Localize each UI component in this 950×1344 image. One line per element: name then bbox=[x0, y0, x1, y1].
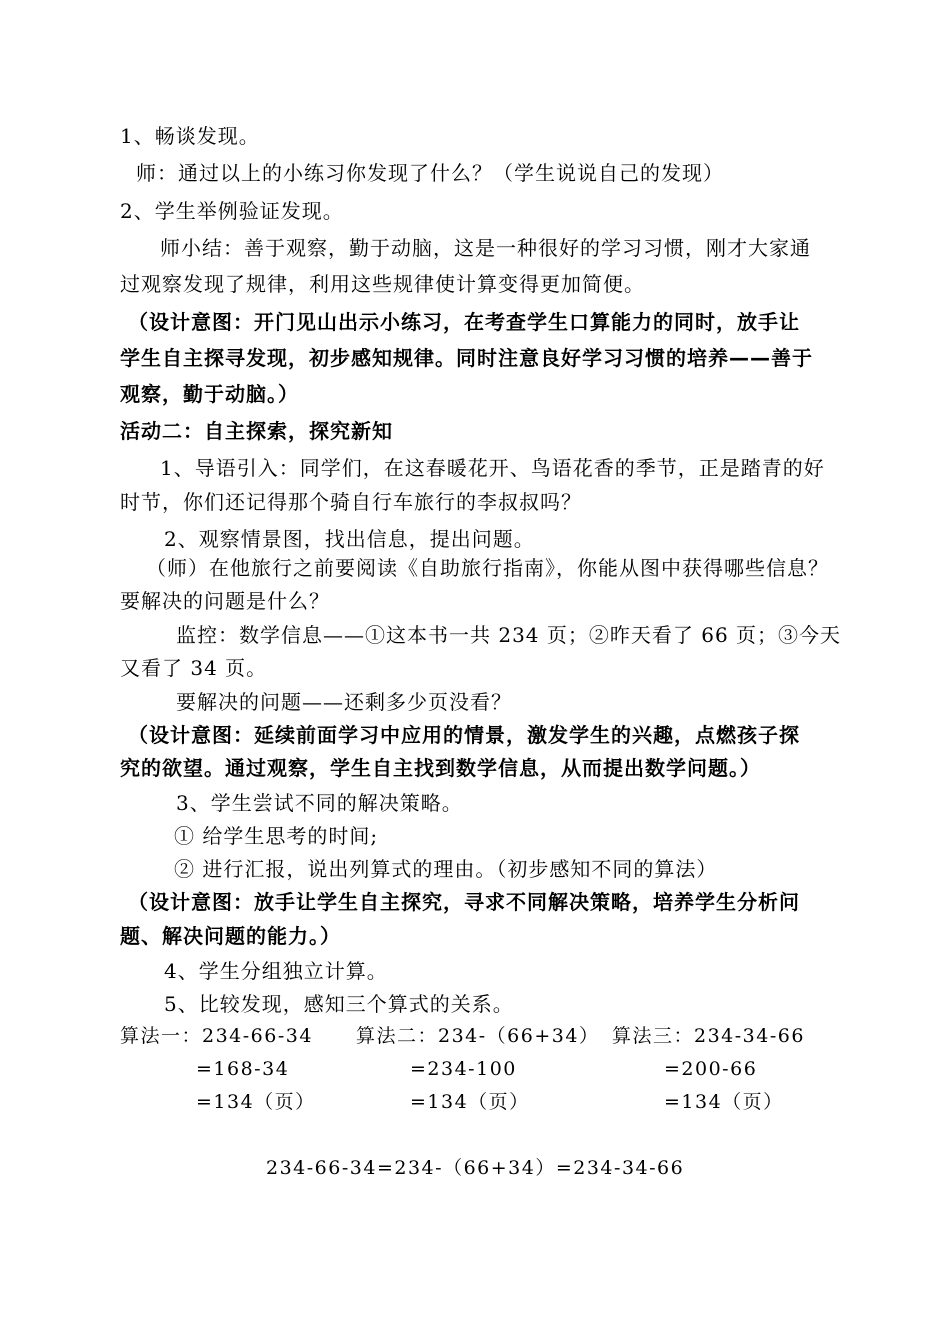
method-3-result: =134（页） bbox=[664, 1091, 784, 1113]
para-compare: 5、比较发现，感知三个算式的关系。 bbox=[164, 992, 514, 1016]
para-problem: 要解决的问题——还剩多少页没看？ bbox=[176, 690, 512, 714]
para-teacher-guide-2: 要解决的问题是什么？ bbox=[120, 589, 330, 613]
para-verify-findings: 2、学生举例验证发现。 bbox=[120, 199, 344, 223]
design-intent-1-line-2: 学生自主探寻发现，初步感知规律。同时注意良好学习习惯的培养——善于 bbox=[120, 346, 813, 370]
equality-summary: 234-66-34=234-（66+34）=234-34-66 bbox=[266, 1157, 685, 1179]
method-2-expression: 算法二：234-（66+34） bbox=[356, 1025, 600, 1047]
method-2-step: =234-100 bbox=[410, 1058, 517, 1080]
para-teacher-summary-1: 师小结：善于观察，勤于动脑，这是一种很好的学习习惯，刚才大家通 bbox=[160, 236, 811, 260]
para-intro-1: 1、导语引入：同学们，在这春暖花开、鸟语花香的季节，正是踏青的好 bbox=[160, 456, 825, 480]
design-intent-1-line-1: （设计意图：开门见山出示小练习，在考查学生口算能力的同时，放手让 bbox=[128, 310, 800, 334]
para-strategies: 3、学生尝试不同的解决策略。 bbox=[176, 791, 463, 815]
section-heading-activity-2: 活动二：自主探索，探究新知 bbox=[120, 419, 393, 443]
design-intent-2-line-2: 究的欲望。通过观察，学生自主找到数学信息，从而提出数学问题。） bbox=[120, 756, 761, 780]
design-intent-1-line-3: 观察，勤于动脑。） bbox=[120, 382, 299, 406]
para-teacher-question: 师：通过以上的小练习你发现了什么？（学生说说自己的发现） bbox=[136, 161, 724, 185]
design-intent-3-line-1: （设计意图：放手让学生自主探究，寻求不同解决策略，培养学生分析问 bbox=[128, 890, 800, 914]
para-observe: 2、观察情景图，找出信息，提出问题。 bbox=[164, 527, 535, 551]
para-strategy-1: ① 给学生思考的时间; bbox=[174, 824, 379, 848]
para-teacher-guide-1: （师）在他旅行之前要阅读《自助旅行指南》，你能从图中获得哪些信息？ bbox=[146, 556, 829, 580]
para-teacher-summary-2: 过观察发现了规律，利用这些规律使计算变得更加简便。 bbox=[120, 272, 645, 296]
design-intent-2-line-1: （设计意图：延续前面学习中应用的情景，激发学生的兴趣，点燃孩子探 bbox=[128, 723, 800, 747]
method-3-expression: 算法三：234-34-66 bbox=[612, 1025, 805, 1047]
method-2-result: =134（页） bbox=[410, 1091, 530, 1113]
para-discuss-findings: 1、畅谈发现。 bbox=[120, 124, 260, 148]
para-monitor-1: 监控：数学信息——①这本书一共 234 页；②昨天看了 66 页；③今天 bbox=[176, 623, 842, 647]
method-1-step: =168-34 bbox=[196, 1058, 290, 1080]
method-1-expression: 算法一：234-66-34 bbox=[120, 1025, 313, 1047]
para-monitor-2: 又看了 34 页。 bbox=[120, 656, 268, 680]
para-strategy-2: ② 进行汇报，说出列算式的理由。（初步感知不同的算法） bbox=[174, 857, 718, 881]
design-intent-3-line-2: 题、解决问题的能力。） bbox=[120, 924, 341, 948]
para-group-calc: 4、学生分组独立计算。 bbox=[164, 959, 388, 983]
para-intro-2: 时节，你们还记得那个骑自行车旅行的李叔叔吗？ bbox=[120, 490, 582, 514]
method-3-step: =200-66 bbox=[664, 1058, 758, 1080]
method-1-result: =134（页） bbox=[196, 1091, 316, 1113]
